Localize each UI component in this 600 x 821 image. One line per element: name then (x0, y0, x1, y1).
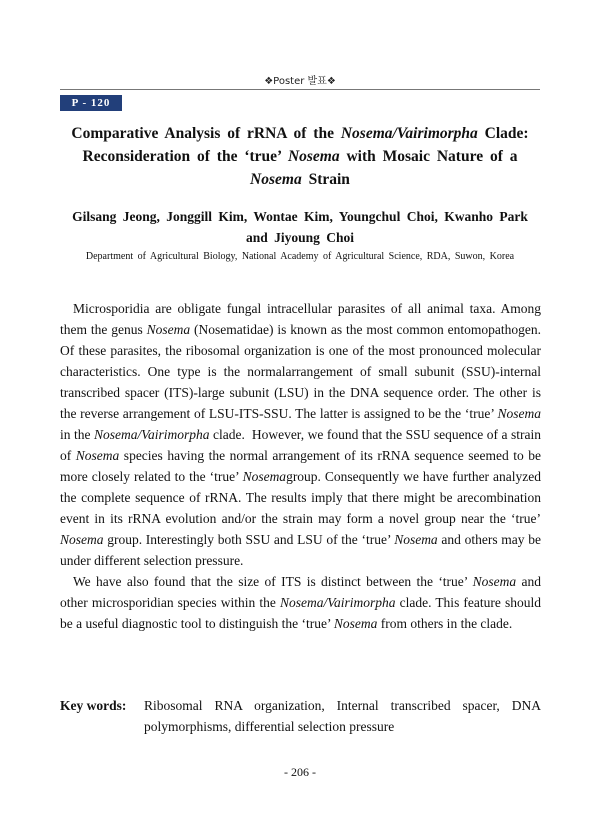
genus-name: Nosema/Vairimorpha (279, 595, 396, 610)
genus-name: Nosema (60, 532, 104, 547)
abstract-text: clade. However, we found that the SSU sequence of a strain of (60, 427, 541, 463)
title-genus: Nosema (250, 171, 302, 188)
keywords-label (60, 695, 126, 716)
title-text: with Mosaic Nature of a (339, 148, 518, 165)
abstract-text: from others in the clade. (377, 616, 513, 631)
abstract-text: clade. This feature should be a useful diagnostic tool to distinguish the ‘true’ (60, 595, 541, 631)
abstract-text: We have also found that the size of ITS is distinct between the ‘true’ (73, 574, 473, 589)
genus-name: Nosema (394, 532, 438, 547)
abstract-text: and others may be under different selection pressure. (60, 532, 541, 568)
keywords-text: Ribosomal RNA organization, Internal transcribed spacer, DNA polymorphisms, differential selection pressure (144, 698, 541, 734)
abstract-text: species having the normal arrangement of its rRNA sequence seemed to be more closely related to the ‘true’ (60, 448, 541, 484)
author-list: Gilsang Jeong, Jonggill Kim, Wontae Kim, Youngchul Choi, Kwanho Park and Jiyoung Choi (72, 209, 528, 245)
abstract-text: in the (60, 427, 94, 442)
genus-name: Nosema (333, 616, 378, 631)
abstract-text: and other microsporidian species within the (60, 574, 541, 610)
affiliation: Department of Agricultural Biology, National Academy of Agricultural Science, RDA, Suwon, Korea (85, 251, 515, 262)
abstract-text: group. Consequently we have further analyzed the complete sequence of rRNA. The results imply that there might be arecombination event in its rRNA evolution and/or the strain may form a novel group near the ‘true’ (60, 469, 542, 526)
title-text: Clade: Reconsideration of the ‘true’ (82, 125, 529, 165)
paper-title (60, 122, 540, 191)
abstract-paragraph (60, 571, 541, 634)
abstract-text: Microsporidia are obligate fungal intracellular parasites of all animal taxa. Among them the genus (60, 301, 541, 337)
abstract (60, 298, 541, 634)
genus-name: Nosema/Vairimorpha (93, 427, 210, 442)
section-header: ❖Poster 발표❖ (264, 76, 336, 87)
keywords-colon: : (121, 698, 127, 713)
keywords-label-text: Key words (60, 698, 122, 713)
abstract-text: group. Interestingly both SSU and LSU of the ‘true’ (103, 532, 395, 547)
genus-name: Nosema (497, 406, 541, 421)
title-genus: Nosema (287, 148, 340, 165)
genus-name: Nosema (75, 448, 120, 463)
abstract-paragraph (60, 298, 541, 571)
page-number: - 206 - (284, 765, 316, 779)
genus-name: Nosema (472, 574, 517, 589)
header-divider (60, 89, 540, 90)
poster-number-badge: P - 120 (60, 95, 122, 111)
title-text: Strain (301, 171, 350, 188)
genus-name: Nosema (242, 469, 287, 484)
abstract-text: (Nosematidae) is known as the most common entomopathogen. Of these parasites, the ribosomal organization is one of the most pronounced molecular characteristics. One type is the normalarrangement of small subunit (SSU)-internal transcribed spacer (ITS)-large subunit (LSU) in the DNA sequence order. The other is the reverse arrangement of LSU-ITS-SSU. The latter is assigned to be the ‘true’ (60, 322, 542, 421)
genus-name: Nosema (146, 322, 191, 337)
title-genus-pair: Nosema/Vairimorpha (340, 125, 478, 142)
title-text: Comparative Analysis of rRNA of the (71, 125, 341, 142)
